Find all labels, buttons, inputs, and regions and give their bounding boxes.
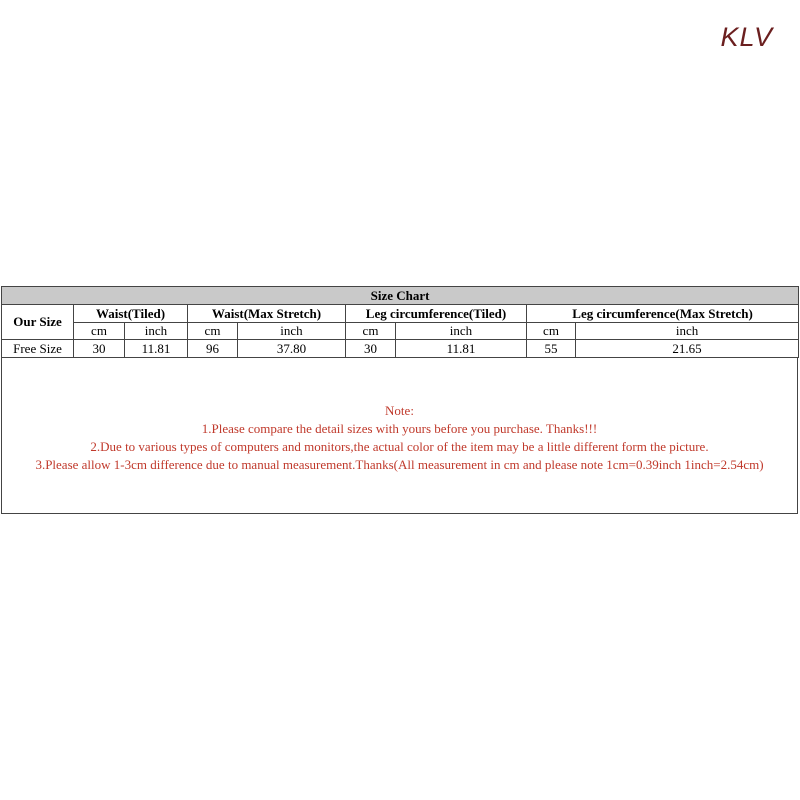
notes [2, 402, 797, 474]
unit-header: cm [188, 323, 238, 340]
group-header: Leg circumference(Max Stretch) [527, 305, 799, 323]
note-line: 3.Please allow 1-3cm difference due to manual measurement.Thanks(All measurement in cm and please note 1cm=0.39inch 1inch=2.54cm) [35, 457, 764, 472]
table-row [2, 340, 799, 358]
unit-header: cm [346, 323, 396, 340]
notes-heading: Note: [385, 403, 414, 418]
size-chart-title: Size Chart [2, 287, 799, 305]
unit-header: inch [125, 323, 188, 340]
our-size-header: Our Size [2, 305, 74, 340]
value-cell: 96 [188, 340, 238, 358]
value-cell: 55 [527, 340, 576, 358]
value-cell: 30 [346, 340, 396, 358]
note-line: 1.Please compare the detail sizes with yours before you purchase. Thanks!!! [201, 421, 598, 436]
group-header: Waist(Tiled) [74, 305, 188, 323]
note-line: 2.Due to various types of computers and monitors,the actual color of the item may be a little different form the picture. [90, 439, 709, 454]
unit-header: cm [527, 323, 576, 340]
value-cell: 11.81 [396, 340, 527, 358]
value-cell: 21.65 [576, 340, 799, 358]
brand-logo: KLV [720, 22, 773, 52]
unit-header: inch [576, 323, 799, 340]
group-header: Waist(Max Stretch) [188, 305, 346, 323]
value-cell: 37.80 [238, 340, 346, 358]
size-chart [1, 286, 798, 358]
size-chart-table [1, 286, 799, 358]
group-header: Leg circumference(Tiled) [346, 305, 527, 323]
value-cell: 30 [74, 340, 125, 358]
unit-header: inch [396, 323, 527, 340]
notes-box [1, 358, 798, 514]
value-cell: 11.81 [125, 340, 188, 358]
unit-header: cm [74, 323, 125, 340]
size-cell: Free Size [2, 340, 74, 358]
unit-header: inch [238, 323, 346, 340]
